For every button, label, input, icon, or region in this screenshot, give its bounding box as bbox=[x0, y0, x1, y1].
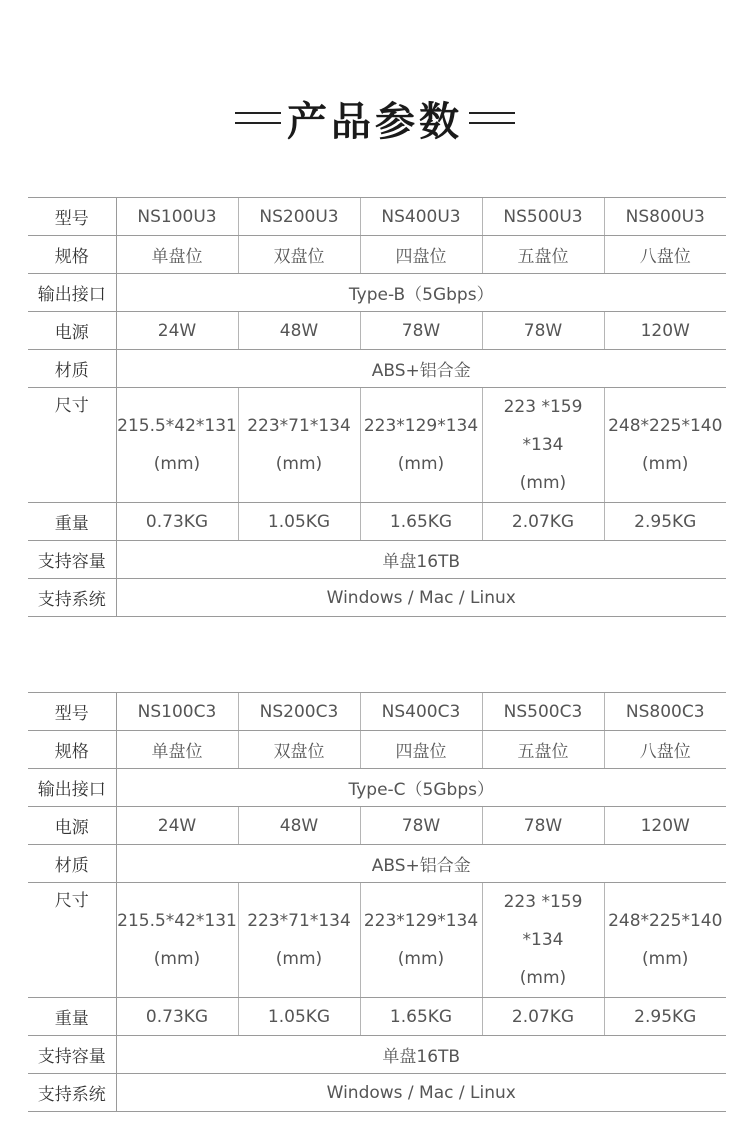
power-cell: 78W bbox=[482, 312, 604, 350]
label-model: 型号 bbox=[28, 693, 116, 731]
os-cell: Windows / Mac / Linux bbox=[116, 1074, 726, 1112]
row-material bbox=[28, 350, 726, 388]
label-spec: 规格 bbox=[28, 731, 116, 769]
size-value: 223*71*134 bbox=[247, 911, 351, 931]
spec-cell: 八盘位 bbox=[604, 731, 726, 769]
label-os: 支持系统 bbox=[28, 579, 116, 617]
model-cell: NS400U3 bbox=[360, 198, 482, 236]
os-cell: Windows / Mac / Linux bbox=[116, 579, 726, 617]
capacity-cell: 单盘16TB bbox=[116, 1036, 726, 1074]
row-port bbox=[28, 274, 726, 312]
model-cell: NS800C3 bbox=[604, 693, 726, 731]
page-title: 产品参数 bbox=[287, 98, 463, 145]
weight-cell: 1.05KG bbox=[238, 503, 360, 541]
material-cell: ABS+铝合金 bbox=[116, 845, 726, 883]
label-capacity: 支持容量 bbox=[28, 541, 116, 579]
size-value: 248*225*140 bbox=[608, 911, 723, 931]
spec-table-c3 bbox=[28, 692, 726, 1112]
label-size: 尺寸 bbox=[28, 883, 116, 998]
size-unit: (mm) bbox=[153, 949, 201, 969]
model-cell: NS400C3 bbox=[360, 693, 482, 731]
size-cell bbox=[482, 388, 604, 503]
row-material bbox=[28, 845, 726, 883]
size-value: 215.5*42*131 bbox=[117, 416, 237, 436]
power-cell: 24W bbox=[116, 807, 238, 845]
material-cell: ABS+铝合金 bbox=[116, 350, 726, 388]
capacity-cell: 单盘16TB bbox=[116, 541, 726, 579]
weight-cell: 2.95KG bbox=[604, 998, 726, 1036]
size-value: 223*129*134 bbox=[363, 911, 479, 931]
row-os bbox=[28, 1074, 726, 1112]
port-cell: Type-B（5Gbps） bbox=[116, 274, 726, 312]
page-title-block bbox=[0, 88, 750, 148]
spec-cell: 四盘位 bbox=[360, 236, 482, 274]
size-value: 223*129*134 bbox=[363, 416, 479, 436]
size-unit: (mm) bbox=[397, 949, 445, 969]
spec-cell: 双盘位 bbox=[238, 731, 360, 769]
size-unit: (mm) bbox=[397, 454, 445, 474]
title-left-decoration bbox=[235, 112, 281, 124]
label-capacity: 支持容量 bbox=[28, 1036, 116, 1074]
size-cell bbox=[482, 883, 604, 998]
power-cell: 48W bbox=[238, 807, 360, 845]
weight-cell: 1.65KG bbox=[360, 998, 482, 1036]
size-unit: (mm) bbox=[642, 454, 689, 474]
row-capacity bbox=[28, 1036, 726, 1074]
row-model bbox=[28, 198, 726, 236]
label-spec: 规格 bbox=[28, 236, 116, 274]
label-model: 型号 bbox=[28, 198, 116, 236]
power-cell: 24W bbox=[116, 312, 238, 350]
model-cell: NS200U3 bbox=[238, 198, 360, 236]
row-weight bbox=[28, 998, 726, 1036]
size-unit: (mm) bbox=[275, 454, 323, 474]
row-power bbox=[28, 807, 726, 845]
spec-cell: 单盘位 bbox=[116, 731, 238, 769]
spec-cell: 五盘位 bbox=[482, 731, 604, 769]
size-value: 248*225*140 bbox=[608, 416, 723, 436]
spec-cell: 双盘位 bbox=[238, 236, 360, 274]
size-unit: (mm) bbox=[153, 454, 201, 474]
spec-cell: 单盘位 bbox=[116, 236, 238, 274]
spec-cell: 八盘位 bbox=[604, 236, 726, 274]
row-os bbox=[28, 579, 726, 617]
label-material: 材质 bbox=[28, 350, 116, 388]
row-size bbox=[28, 883, 726, 998]
model-cell: NS500U3 bbox=[482, 198, 604, 236]
row-model bbox=[28, 693, 726, 731]
weight-cell: 2.95KG bbox=[604, 503, 726, 541]
port-cell: Type-C（5Gbps） bbox=[116, 769, 726, 807]
row-size bbox=[28, 388, 726, 503]
weight-cell: 2.07KG bbox=[482, 998, 604, 1036]
label-weight: 重量 bbox=[28, 503, 116, 541]
weight-cell: 0.73KG bbox=[116, 998, 238, 1036]
spec-cell: 四盘位 bbox=[360, 731, 482, 769]
power-cell: 120W bbox=[604, 312, 726, 350]
power-cell: 78W bbox=[360, 312, 482, 350]
size-value: 223 *159 *134 bbox=[503, 397, 583, 455]
weight-cell: 0.73KG bbox=[116, 503, 238, 541]
row-power bbox=[28, 312, 726, 350]
row-spec bbox=[28, 731, 726, 769]
spec-cell: 五盘位 bbox=[482, 236, 604, 274]
size-value: 223 *159 *134 bbox=[503, 892, 583, 950]
size-cell bbox=[116, 388, 238, 503]
size-value: 215.5*42*131 bbox=[117, 911, 237, 931]
model-cell: NS500C3 bbox=[482, 693, 604, 731]
label-port: 输出接口 bbox=[28, 769, 116, 807]
model-cell: NS800U3 bbox=[604, 198, 726, 236]
weight-cell: 1.65KG bbox=[360, 503, 482, 541]
size-unit: (mm) bbox=[275, 949, 323, 969]
size-cell bbox=[238, 388, 360, 503]
size-cell bbox=[604, 883, 726, 998]
row-spec bbox=[28, 236, 726, 274]
weight-cell: 2.07KG bbox=[482, 503, 604, 541]
label-os: 支持系统 bbox=[28, 1074, 116, 1112]
label-power: 电源 bbox=[28, 312, 116, 350]
size-cell bbox=[238, 883, 360, 998]
model-cell: NS100C3 bbox=[116, 693, 238, 731]
size-value: 223*71*134 bbox=[247, 416, 351, 436]
row-weight bbox=[28, 503, 726, 541]
title-right-decoration bbox=[469, 112, 515, 124]
row-port bbox=[28, 769, 726, 807]
power-cell: 120W bbox=[604, 807, 726, 845]
label-material: 材质 bbox=[28, 845, 116, 883]
size-cell bbox=[360, 388, 482, 503]
power-cell: 48W bbox=[238, 312, 360, 350]
power-cell: 78W bbox=[482, 807, 604, 845]
size-cell bbox=[360, 883, 482, 998]
size-cell bbox=[116, 883, 238, 998]
size-unit: (mm) bbox=[519, 968, 567, 988]
label-weight: 重量 bbox=[28, 998, 116, 1036]
size-cell bbox=[604, 388, 726, 503]
label-size: 尺寸 bbox=[28, 388, 116, 503]
label-port: 输出接口 bbox=[28, 274, 116, 312]
size-unit: (mm) bbox=[519, 473, 567, 493]
power-cell: 78W bbox=[360, 807, 482, 845]
label-power: 电源 bbox=[28, 807, 116, 845]
spec-table-u3 bbox=[28, 197, 726, 617]
weight-cell: 1.05KG bbox=[238, 998, 360, 1036]
model-cell: NS100U3 bbox=[116, 198, 238, 236]
model-cell: NS200C3 bbox=[238, 693, 360, 731]
size-unit: (mm) bbox=[642, 949, 689, 969]
row-capacity bbox=[28, 541, 726, 579]
